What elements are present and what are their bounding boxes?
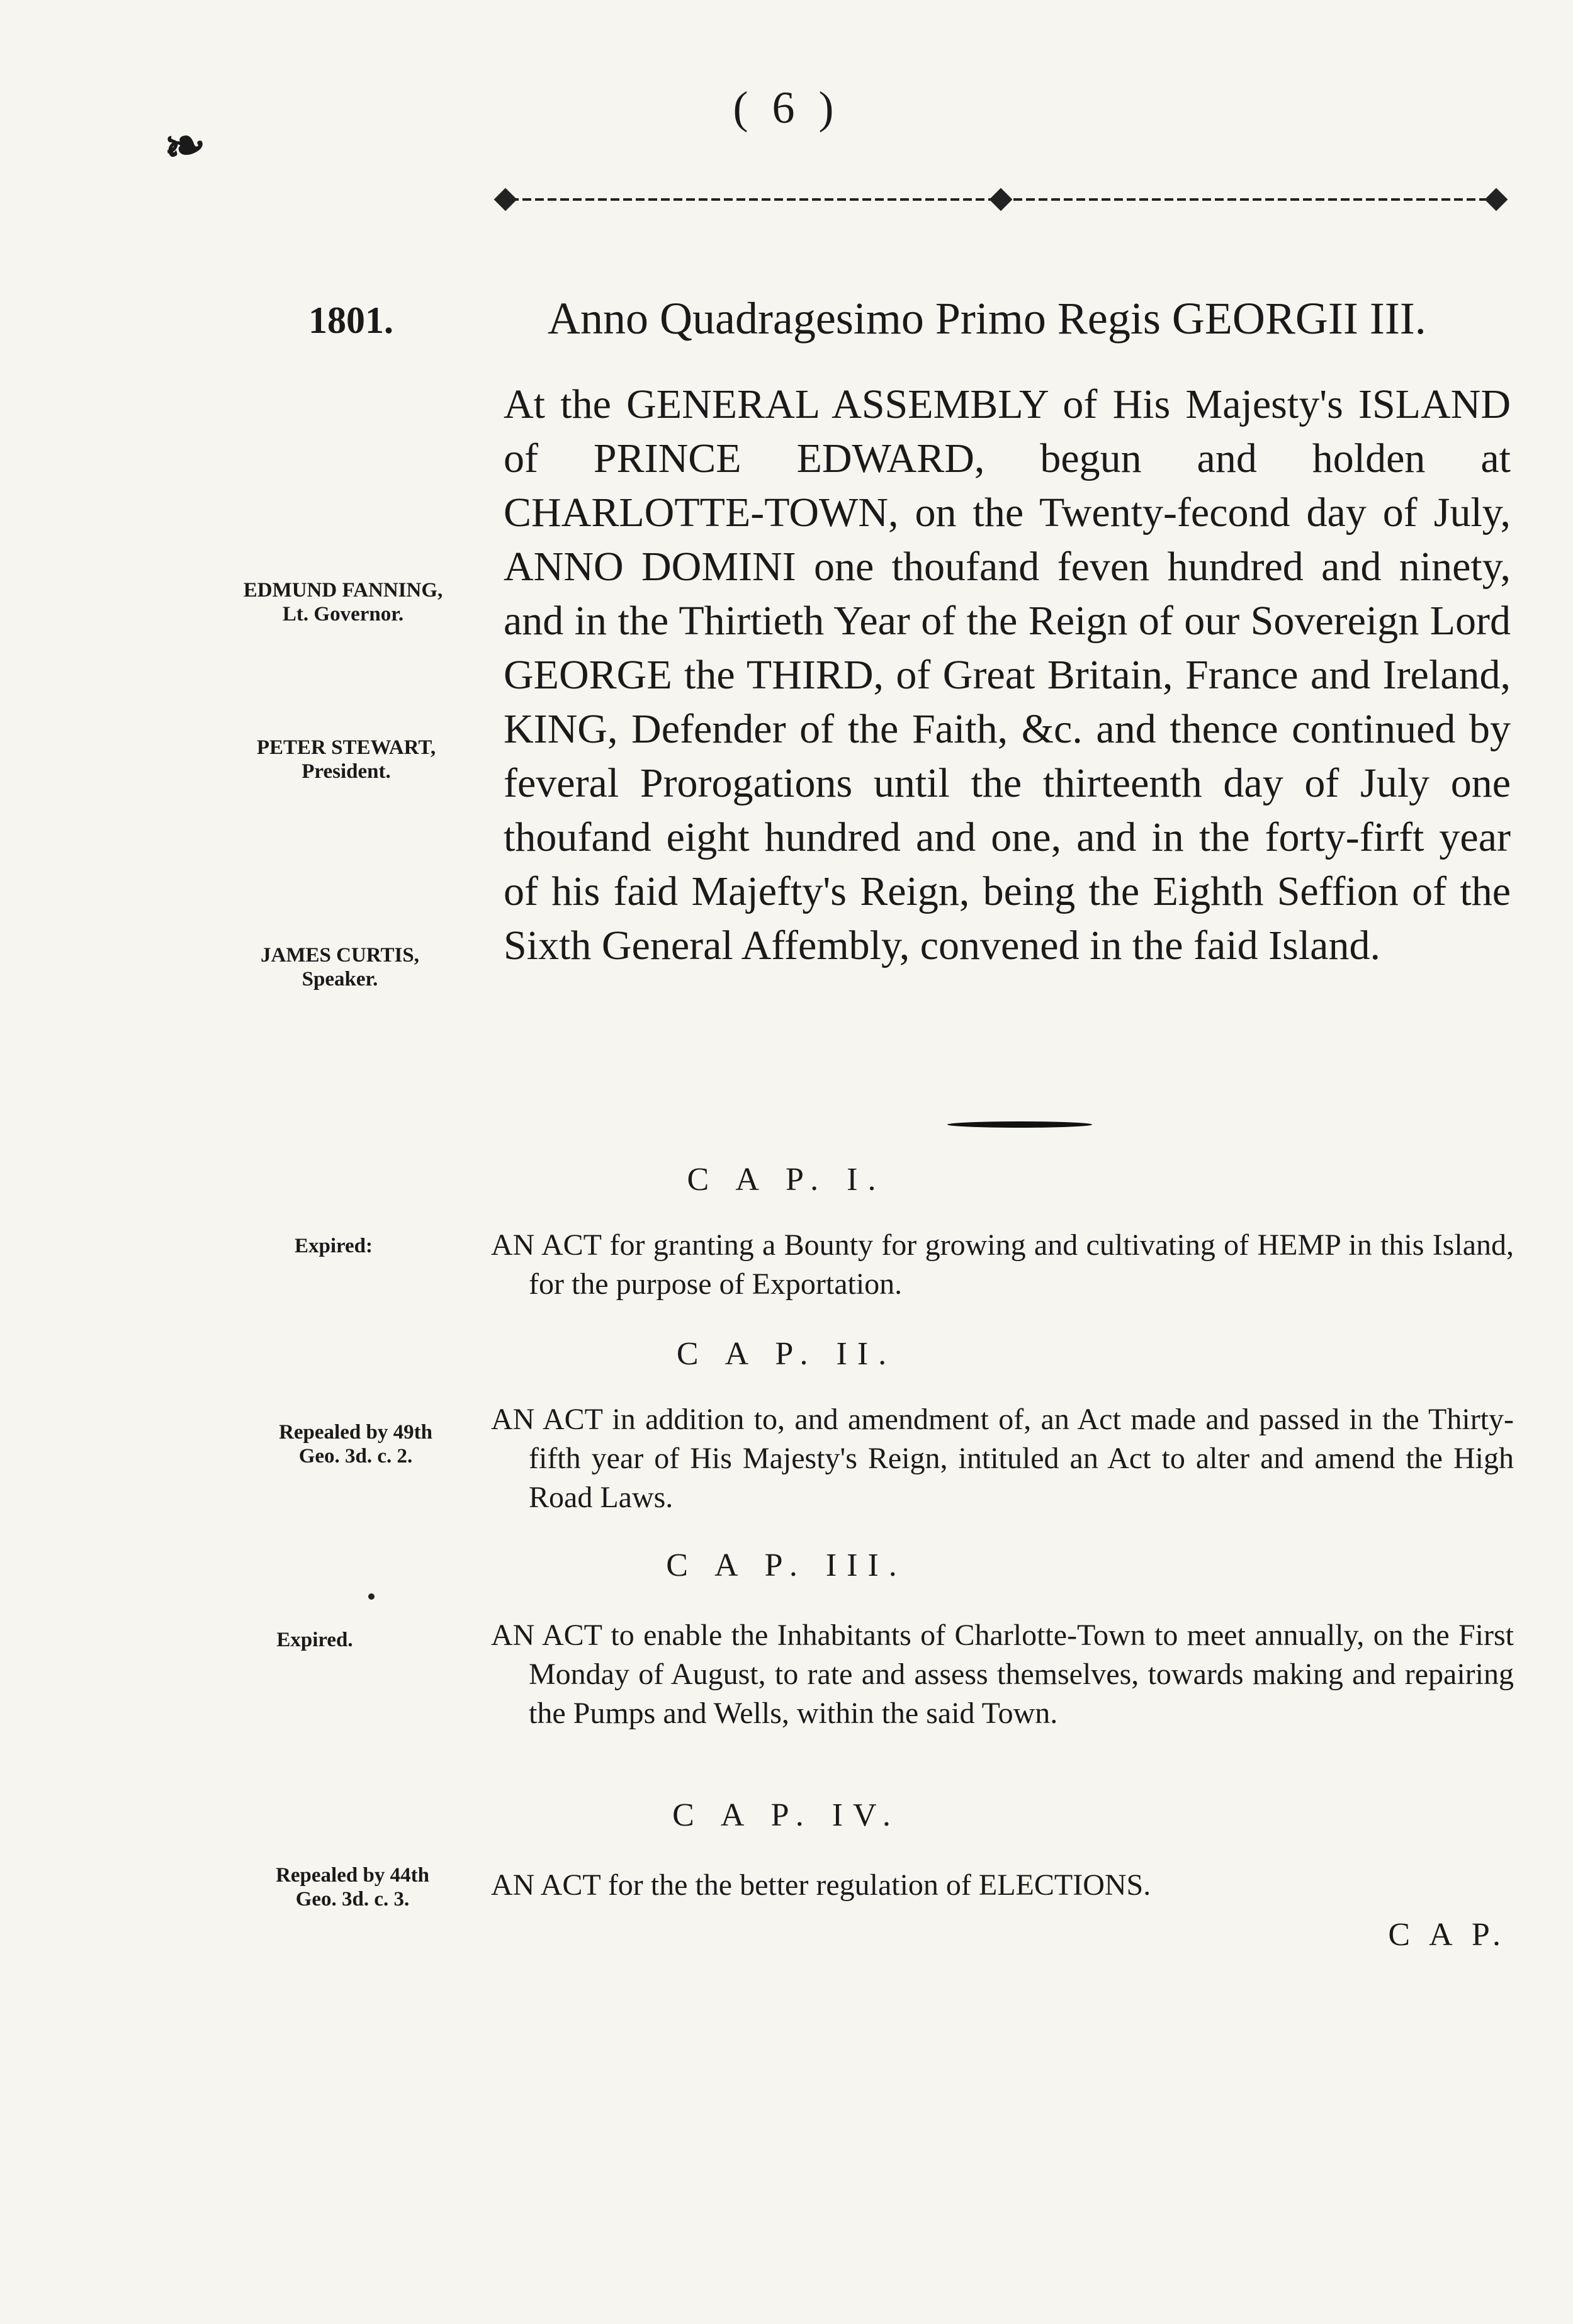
governor-name: EDMUND FANNING, (243, 579, 443, 602)
president-name: PETER STEWART, (256, 736, 436, 759)
margin-stray-mark: ❧ (159, 115, 211, 178)
cap-1-heading: C A P. I. (687, 1162, 886, 1198)
margin-year: 1801. (308, 300, 393, 341)
stray-dot (368, 1593, 375, 1600)
cap-2-text: AN ACT in addition to, and amendment of, an Act made and passed in the Thirty-fifth year of His Majesty's Reign, intituled an Act to alter and amend the High Road Laws. (491, 1403, 1514, 1514)
regnal-year-heading: Anno Quadragesimo Primo Regis GEORGII III. (548, 293, 1426, 344)
president-title: President. (302, 760, 391, 783)
speaker-title: Speaker. (302, 967, 378, 991)
cap-1-status: Expired: (294, 1235, 373, 1257)
catchword: C A P. (1388, 1917, 1507, 1953)
cap-4-status-line1: Repealed by 44th (276, 1864, 429, 1887)
cap-4-text: AN ACT for the the better regulation of ELECTIONS. (491, 1868, 1151, 1902)
page-number: ( 6 ) (733, 82, 840, 133)
cap-4-status-line2: Geo. 3d. c. 3. (295, 1887, 410, 1911)
ornamental-rule (491, 184, 1511, 215)
cap-2-status-line1: Repealed by 49th (279, 1421, 432, 1444)
section-divider (947, 1121, 1092, 1128)
session-preamble: At the GENERAL ASSEMBLY of His Majesty's ISLAND of PRINCE EDWARD, begun and holden at CHARLOTTE-TOWN, on the Twenty-fecond day of July, ANNO DOMINI one thoufand feven hundred and ninety, and in the Thirtieth Year of the Reign of our Sovereign Lord GEORGE the THIRD, of Great Britain, France and Ireland, KING, Defender of the Faith, &c. and thence continued by feveral Prorogations until the thirteenth day of July one thoufand eight hundred and one, and in the forty-firft year of his faid Majefty's Reign, being the Eighth Seffion of the Sixth General Affembly, convened in the faid Island. (504, 381, 1511, 968)
cap-2-status-line2: Geo. 3d. c. 2. (298, 1444, 413, 1468)
cap-3-status: Expired. (276, 1629, 353, 1651)
margin-note-president (242, 736, 450, 784)
cap-3-heading: C A P. III. (666, 1547, 907, 1583)
cap-1-text: AN ACT for granting a Bounty for growing and cultivating of HEMP in this Island, for the purpose of Exportation. (491, 1228, 1514, 1301)
cap-4-heading: C A P. IV. (672, 1797, 901, 1833)
speaker-name: JAMES CURTIS, (261, 944, 419, 967)
governor-title: Lt. Governor. (282, 602, 404, 626)
cap-3-text: AN ACT to enable the Inhabitants of Charlotte-Town to meet annually, on the First Monday of August, to rate and assess themselves, towards making and repairing the Pumps and Wells, within the said Town. (491, 1619, 1514, 1730)
margin-note-speaker (245, 944, 434, 992)
cap-2-heading: C A P. II. (676, 1336, 897, 1372)
margin-note-cap-2 (249, 1421, 463, 1469)
margin-note-cap-4 (245, 1864, 459, 1912)
margin-note-governor (236, 579, 450, 627)
